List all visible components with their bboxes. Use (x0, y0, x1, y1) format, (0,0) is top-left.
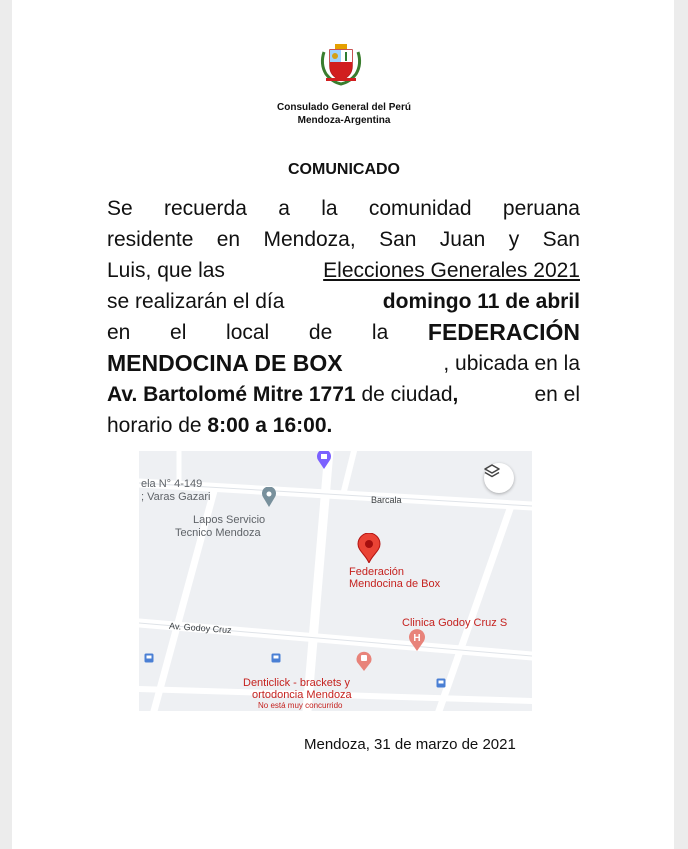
document-date: Mendoza, 31 de marzo de 2021 (304, 736, 516, 753)
hospital-pin-icon[interactable] (407, 629, 427, 651)
map-label-denticlick-3: No está muy concurrido (258, 701, 343, 710)
elections-link[interactable]: Elecciones Generales 2021 (323, 259, 580, 282)
map-label-escuela: ela N° 4-149 (141, 478, 203, 490)
bus-stop-icon[interactable] (144, 653, 154, 663)
page-title: COMUNICADO (288, 161, 400, 178)
body-line-1: Se recuerda a la comunidad peruana (107, 197, 580, 220)
map-label-denticlick-1: Denticlick - brackets y (243, 677, 350, 689)
map-marker-federacion-icon[interactable] (357, 533, 381, 563)
map-label-varas: ; Varas Gazari (141, 491, 211, 503)
dental-pin-icon[interactable] (355, 651, 373, 671)
body-line-6: MENDOCINA DE BOX , ubicada en la (107, 350, 580, 376)
map-label-godoy-cruz: Av. Godoy Cruz (168, 620, 232, 636)
body-line-4: se realizarán el día domingo 11 de abril (107, 290, 580, 313)
map-label-lapos-2: Tecnico Mendoza (175, 527, 261, 539)
body-line-5: en el local de la FEDERACIÓN (107, 319, 580, 345)
svg-text:H: H (413, 633, 421, 644)
map-label-lapos-1: Lapos Servicio (193, 514, 266, 526)
map-label-barcala: Barcala (371, 495, 402, 505)
body-line-8: horario de 8:00 a 16:00. (107, 414, 333, 437)
location-pin-icon[interactable] (316, 451, 332, 469)
body-line-3: Luis, que las Elecciones Generales 2021 (107, 255, 580, 286)
peru-coat-of-arms-icon (318, 42, 364, 86)
consulate-name: Consulado General del Perú (277, 102, 411, 113)
map-label-federacion-1: Federación (349, 566, 405, 578)
consulate-city: Mendoza-Argentina (297, 115, 391, 126)
bus-stop-icon[interactable] (436, 678, 446, 688)
bus-stop-icon[interactable] (271, 653, 281, 663)
layers-icon (484, 463, 500, 479)
body-line-7: Av. Bartolomé Mitre 1771 de ciudad, en el (107, 383, 580, 406)
body-line-2: residente en Mendoza, San Juan y San (107, 228, 580, 251)
place-pin-icon[interactable] (261, 487, 277, 507)
map-label-clinica: Clinica Godoy Cruz S (402, 617, 508, 629)
map-label-federacion-2: Mendocina de Box (349, 578, 441, 590)
location-map[interactable] (139, 451, 532, 711)
map-layers-button[interactable] (484, 463, 514, 493)
map-label-denticlick-2: ortodoncia Mendoza (252, 689, 352, 701)
